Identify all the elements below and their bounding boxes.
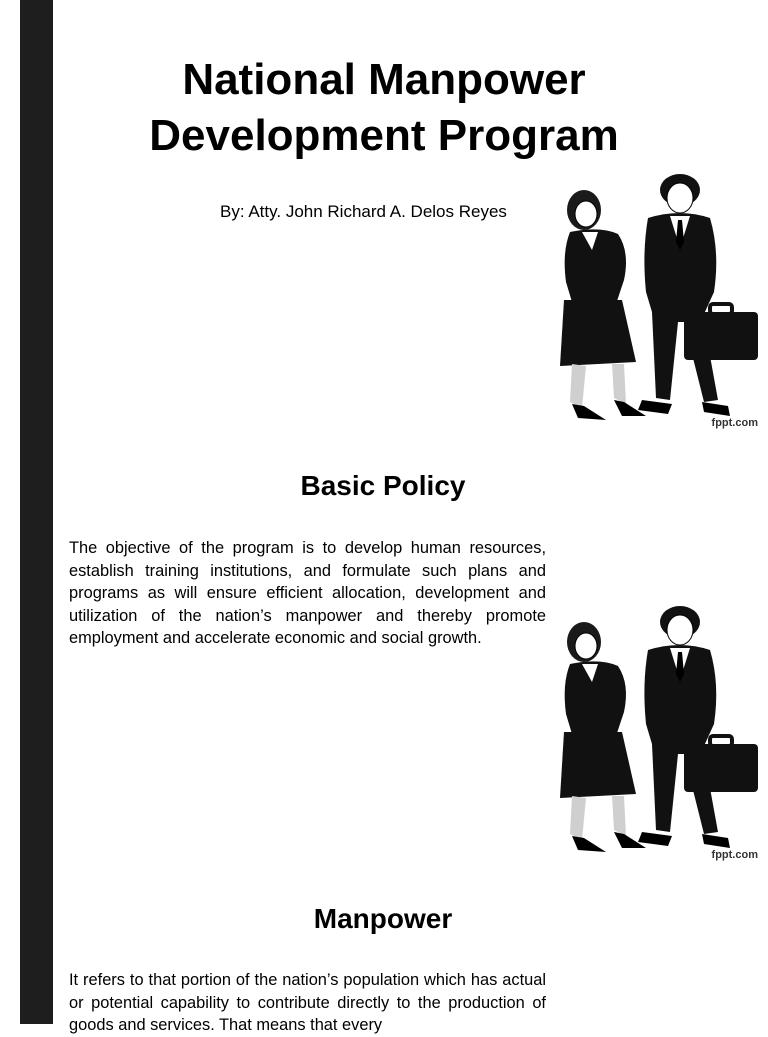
author-byline: By: Atty. John Richard A. Delos Reyes [220, 202, 507, 221]
businesswoman-figure [560, 190, 646, 420]
document-title [60, 52, 708, 164]
businesswoman-figure [560, 622, 646, 852]
businessman-figure [638, 606, 758, 848]
business-people-illustration [552, 604, 762, 864]
section-body-manpower: It refers to that portion of the nation’s population which has actual or potential capability to contribute directly to the production of goods and services. That means that every [69, 971, 546, 1034]
clipart-watermark-1: fppt.com [711, 417, 758, 429]
section-heading-manpower: Manpower [313, 903, 453, 934]
clipart-watermark-2: fppt.com [711, 849, 758, 861]
left-margin-bar [20, 0, 53, 1024]
business-people-illustration [552, 172, 762, 432]
business-people-clipart [552, 172, 762, 432]
section-body-basic-policy: The objective of the program is to develop human resources, establish training institutions, and formulate such plans and programs as will ensure efficient allocation, development and utilization of the nation’s manpower and thereby promote employment and accelerate economic and social growth. [69, 539, 546, 647]
section-heading-basic-policy: Basic Policy [300, 470, 466, 501]
businessman-figure [638, 174, 758, 416]
title-line-1: National Manpower [182, 55, 586, 104]
business-people-clipart [552, 604, 762, 864]
title-line-2: Development Program [149, 111, 619, 160]
